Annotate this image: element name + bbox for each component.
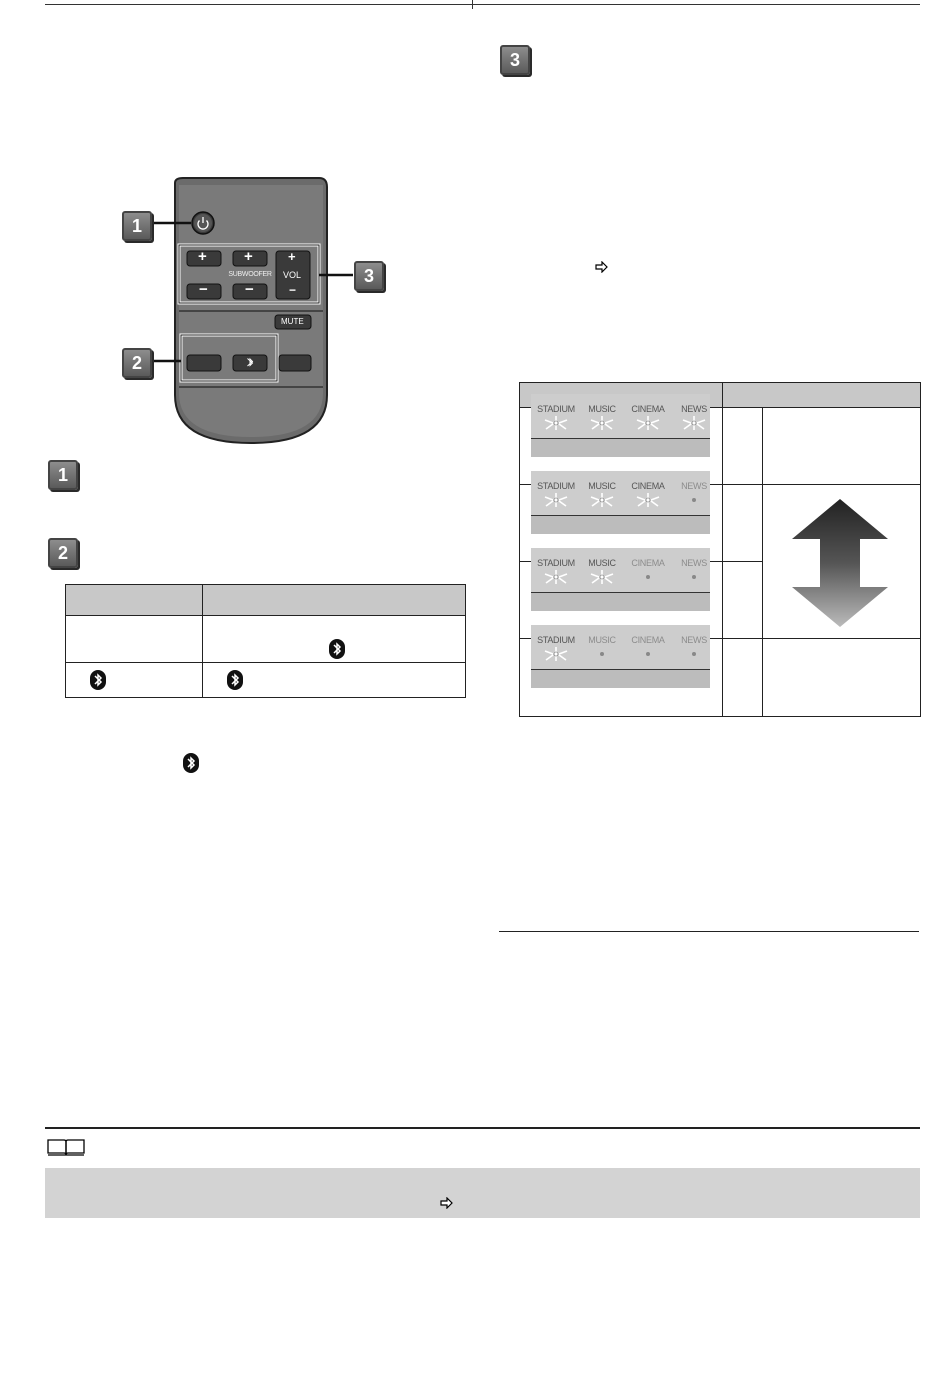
panel-label-music: MUSIC [588, 481, 616, 491]
bluetooth-icon [329, 639, 345, 659]
lit-indicator-icon [635, 493, 661, 507]
mute-label: MUTE [281, 317, 304, 326]
badge-1-remote: 1 [122, 211, 152, 241]
right-arrow-icon [440, 1197, 454, 1209]
lit-indicator-icon [589, 416, 615, 430]
unlit-indicator-dot [692, 575, 696, 579]
panel-label-music: MUSIC [588, 558, 616, 568]
panel-stripe [531, 592, 710, 611]
subwoofer-label: SUBWOOFER [228, 271, 272, 278]
plus-label-3: + [288, 249, 296, 264]
right-arrow-icon [595, 261, 609, 273]
top-rule-divider [472, 0, 473, 9]
indicator-table [519, 382, 921, 717]
up-down-arrow-icon [790, 497, 890, 629]
minus-label-3: − [289, 283, 297, 297]
panel-label-cinema: CINEMA [631, 481, 665, 491]
lit-indicator-icon [543, 647, 569, 661]
bluetooth-icon [227, 670, 243, 690]
table-cell [66, 663, 203, 698]
table-cell [203, 663, 466, 698]
panel-label-cinema: CINEMA [631, 635, 665, 645]
section-2-badge: 2 [48, 538, 78, 568]
table-cell [203, 616, 466, 663]
panel-label-cinema: CINEMA [631, 558, 665, 568]
panel-stripe [531, 515, 710, 534]
unlit-indicator-dot [692, 652, 696, 656]
panel-label-news: NEWS [681, 404, 707, 414]
table-header-cell-2 [203, 585, 466, 616]
lit-indicator-icon [681, 416, 707, 430]
minus-label-2: − [245, 281, 254, 298]
minus-label-1: − [199, 281, 208, 298]
lit-indicator-icon [543, 493, 569, 507]
lit-indicator-icon [543, 416, 569, 430]
indicator-panel [531, 625, 710, 688]
indicator-panel [531, 548, 710, 611]
panel-stripe [531, 669, 710, 688]
indicator-panel [531, 394, 710, 457]
unlit-indicator-dot [646, 575, 650, 579]
bluetooth-icon [90, 670, 106, 690]
table-header [66, 585, 466, 616]
bluetooth-icon [183, 753, 199, 773]
section-1-badge: 1 [48, 460, 78, 490]
lit-indicator-icon [635, 416, 661, 430]
panel-label-stadium: STADIUM [537, 481, 575, 491]
header-divider [722, 383, 723, 407]
badge-3-remote: 3 [354, 261, 384, 291]
note-band [45, 1168, 920, 1218]
function-table [65, 584, 466, 698]
panel-label-stadium: STADIUM [537, 635, 575, 645]
table-row [66, 616, 466, 663]
vol-label: VOL [283, 270, 302, 280]
panel-label-news: NEWS [681, 481, 707, 491]
table-row [66, 663, 466, 698]
panel-label-stadium: STADIUM [537, 558, 575, 568]
note-rule [45, 1127, 920, 1129]
top-rule [45, 4, 920, 5]
panel-label-stadium: STADIUM [537, 404, 575, 414]
book-icon [46, 1137, 86, 1157]
plus-label-1: + [198, 248, 207, 265]
panel-stripe [531, 438, 710, 457]
table-cell [66, 616, 203, 663]
section-divider [499, 931, 919, 932]
panel-label-music: MUSIC [588, 404, 616, 414]
panel-label-news: NEWS [681, 558, 707, 568]
unlit-indicator-dot [692, 498, 696, 502]
lit-indicator-icon [589, 493, 615, 507]
lit-indicator-icon [543, 570, 569, 584]
panel-label-cinema: CINEMA [631, 404, 665, 414]
indicator-panel [531, 471, 710, 534]
badge-2-remote: 2 [122, 348, 152, 378]
unlit-indicator-dot [646, 652, 650, 656]
table-header-cell-1 [66, 585, 203, 616]
lit-indicator-icon [589, 570, 615, 584]
unlit-indicator-dot [600, 652, 604, 656]
panel-label-music: MUSIC [588, 635, 616, 645]
section-3-badge: 3 [500, 45, 530, 75]
panel-label-news: NEWS [681, 635, 707, 645]
plus-label-2: + [244, 248, 253, 265]
